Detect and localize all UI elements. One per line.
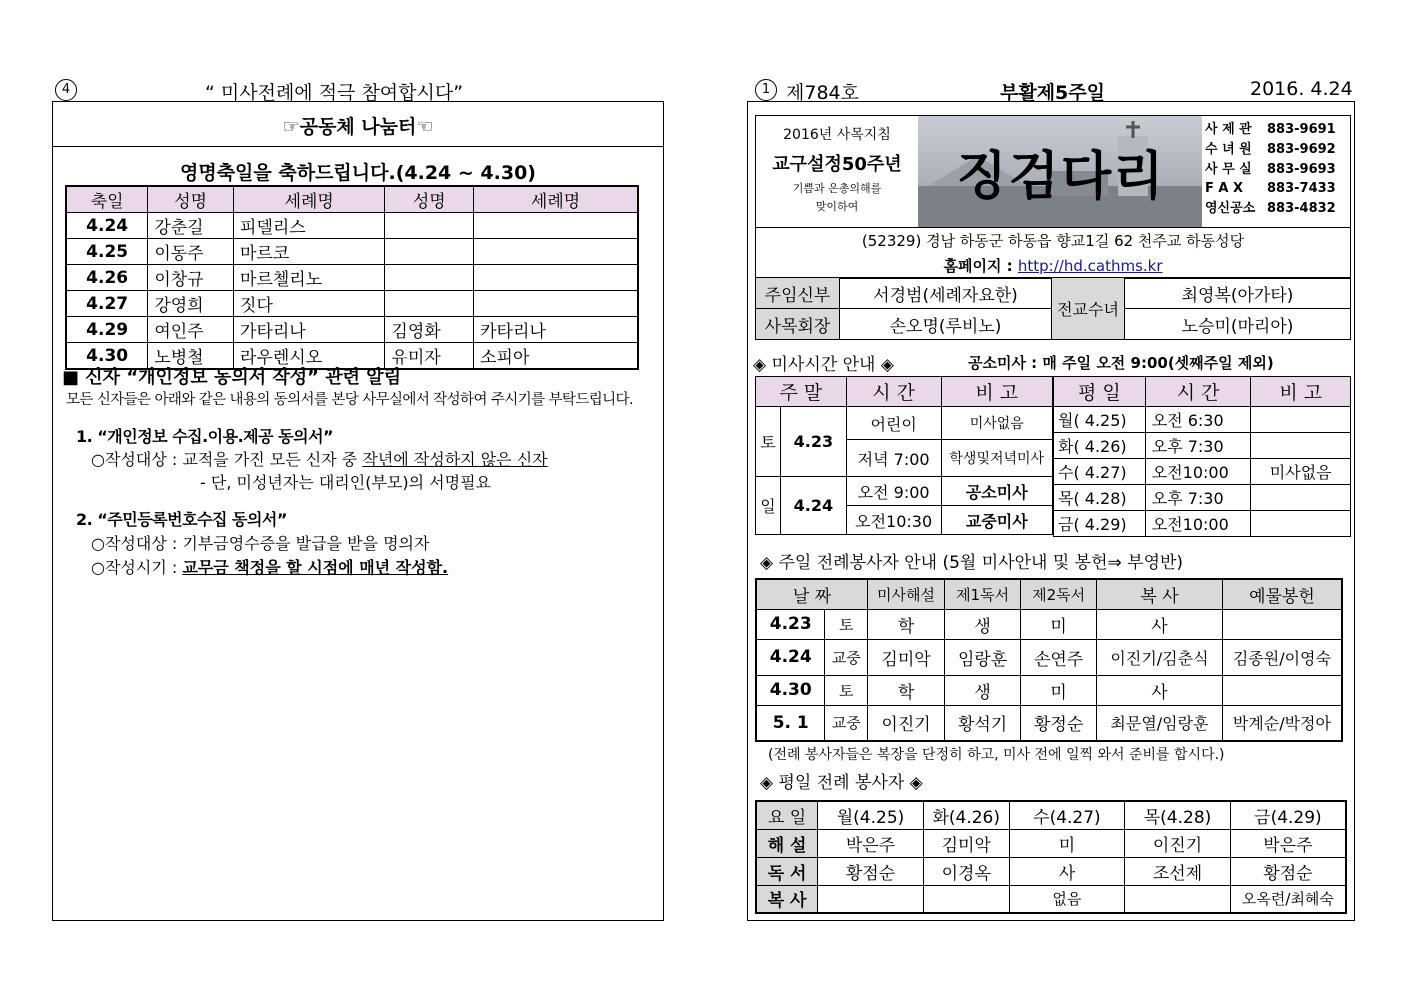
servers-cell: 미 <box>1021 675 1097 705</box>
table-row <box>756 675 1342 705</box>
servers-cell <box>1222 609 1342 639</box>
weekday-note <box>1251 485 1351 511</box>
homepage-label: 홈페이지 : <box>943 257 1018 275</box>
servers-mass: 토 <box>825 609 868 639</box>
feast-baptismal <box>474 265 638 291</box>
feast-date: 4.24 <box>66 213 148 239</box>
feast-baptismal: 가타리나 <box>234 317 385 343</box>
servers-header: 제1독서 <box>945 579 1021 609</box>
weekday-note: 미사없음 <box>1251 459 1351 485</box>
weekday-time: 오전 6:30 <box>1145 407 1251 433</box>
contact-row: 사 무 실 883-9693 <box>1205 161 1336 177</box>
sat-time: 저녁 7:00 <box>846 440 941 477</box>
section-divider <box>52 146 664 147</box>
weekday-header: 비 고 <box>1251 377 1351 407</box>
motto-sub2: 맞이하여 <box>815 200 859 213</box>
feast-name <box>385 239 474 265</box>
weekday-header: 평 일 <box>1054 377 1146 407</box>
masthead-divider <box>755 227 1351 228</box>
table-row <box>1054 459 1351 485</box>
weekday-header: 시 간 <box>1145 377 1251 407</box>
sun-day: 일 <box>756 477 781 535</box>
servers-cell: 임랑훈 <box>945 639 1021 675</box>
table-row <box>756 829 1346 857</box>
left-page-number: 4 <box>55 78 77 101</box>
feast-baptismal: 피델리스 <box>234 213 385 239</box>
table-row <box>756 705 1342 741</box>
sun-time: 오전10:30 <box>846 506 941 535</box>
feast-name <box>385 213 474 239</box>
feast-table <box>65 185 639 370</box>
servers-cell: 김종원/이영숙 <box>1222 639 1342 675</box>
servers-mass: 교중 <box>825 705 868 741</box>
pastor-label: 주임신부 <box>756 278 840 309</box>
weekday-servers-title: ◈ 평일 전례 봉사자 ◈ <box>760 773 923 793</box>
sister-name: 최영복(아가타) <box>1125 278 1351 309</box>
privacy-notice-title: ■ 신자 “개인정보 동의서 작성” 관련 알림 <box>62 367 402 388</box>
notice-item2-time-value: 교무금 책정을 할 시점에 매년 작성함. <box>182 558 449 577</box>
servers-cell: 김미악 <box>868 639 945 675</box>
homepage-link[interactable]: http://hd.cathms.kr <box>1017 257 1163 275</box>
weekend-mass-table <box>755 376 1053 535</box>
sunday-servers-table <box>755 578 1343 742</box>
servers-cell: 학 <box>868 675 945 705</box>
contact-row: 수 녀 원 883-9692 <box>1205 141 1336 157</box>
weekday-servers-header: 월(4.25) <box>818 801 924 829</box>
sat-time: 어린이 <box>846 407 941 440</box>
weekday-mass-table <box>1053 376 1351 537</box>
church-address: (52329) 경남 하동군 하동읍 향교1길 62 천주교 하동성당 <box>861 232 1245 250</box>
weekday-role: 해 설 <box>756 829 818 857</box>
notice-item2-time <box>91 555 448 578</box>
contact-list <box>1205 120 1336 219</box>
weekday-time: 오전10:00 <box>1145 511 1251 537</box>
weekend-header: 주 말 <box>756 377 847 407</box>
table-row <box>66 265 638 291</box>
servers-date: 4.24 <box>756 639 825 675</box>
servers-cell: 황석기 <box>945 705 1021 741</box>
notice-item2-target: ○작성대상 : 기부금영수증을 발급을 받을 명의자 <box>91 534 430 553</box>
servers-header: 제2독서 <box>1021 579 1097 609</box>
motto-sub1: 기쁨과 은총의해를 <box>792 182 882 195</box>
feast-baptismal: 마르코 <box>234 239 385 265</box>
weekend-header: 비 고 <box>941 377 1053 407</box>
weekday-day: 수( 4.27) <box>1054 459 1146 485</box>
sat-day: 토 <box>756 407 781 477</box>
feast-header: 세례명 <box>474 186 638 213</box>
sat-note: 미사없음 <box>941 407 1053 440</box>
weekday-server-cell: 오옥련/최혜숙 <box>1230 885 1346 913</box>
feast-title: 영명축일을 축하드립니다.(4.24 ~ 4.30) <box>179 162 536 184</box>
left-slogan: “ 미사전례에 적극 참여합시다” <box>205 82 464 104</box>
sunday-servers-title: ◈ 주일 전례봉사자 안내 (5월 미사안내 및 봉헌⇒ 부영반) <box>760 553 1184 573</box>
sun-note: 공소미사 <box>941 477 1053 506</box>
weekday-servers-header: 수(4.27) <box>1009 801 1125 829</box>
feast-name: 이창규 <box>148 265 234 291</box>
pastor-name: 서경범(세례자요한) <box>840 278 1052 309</box>
servers-date: 4.30 <box>756 675 825 705</box>
weekday-day: 금( 4.29) <box>1054 511 1146 537</box>
weekday-server-cell: 미 <box>1009 829 1125 857</box>
feast-name <box>385 265 474 291</box>
weekday-role: 복 사 <box>756 885 818 913</box>
feast-date: 4.29 <box>66 317 148 343</box>
servers-cell: 사 <box>1097 675 1223 705</box>
feast-header: 성명 <box>148 186 234 213</box>
weekday-servers-header: 목(4.28) <box>1125 801 1231 829</box>
weekday-server-cell: 박은주 <box>1230 829 1346 857</box>
feast-name: 유미자 <box>385 343 474 370</box>
servers-cell: 학 <box>868 609 945 639</box>
contact-row: F A X 883-7433 <box>1205 181 1336 197</box>
weekday-servers-header: 화(4.26) <box>923 801 1009 829</box>
feast-name: 강영희 <box>148 291 234 317</box>
weekday-note <box>1251 511 1351 537</box>
homepage <box>755 255 1351 276</box>
notice-item1-title: 1. “개인정보 수집.이용.제공 동의서” <box>76 427 334 446</box>
council-label: 사목회장 <box>756 309 840 340</box>
feast-header: 세례명 <box>234 186 385 213</box>
table-row <box>756 885 1346 913</box>
feast-baptismal: 라우렌시오 <box>234 343 385 370</box>
servers-cell: 손연주 <box>1021 639 1097 675</box>
feast-header: 축일 <box>66 186 148 213</box>
notice-item1-target <box>91 447 548 470</box>
feast-baptismal: 카타리나 <box>474 317 638 343</box>
weekday-time: 오전10:00 <box>1145 459 1251 485</box>
table-row <box>1054 433 1351 459</box>
weekday-servers-table <box>755 800 1347 914</box>
feast-name <box>385 291 474 317</box>
mass-times-title: ◈ 미사시간 안내 ◈ <box>753 355 894 375</box>
contact-row: 영신공소 883-4832 <box>1205 201 1336 217</box>
weekday-servers-header: 요 일 <box>756 801 818 829</box>
feast-date: 4.30 <box>66 343 148 370</box>
feast-name: 강춘길 <box>148 213 234 239</box>
sat-date: 4.23 <box>780 407 846 477</box>
feast-baptismal <box>474 213 638 239</box>
sisters-label: 전교수녀 <box>1052 278 1125 340</box>
servers-cell: 생 <box>945 675 1021 705</box>
notice-item2-title: 2. “주민등록번호수집 동의서” <box>76 510 287 529</box>
feast-name: 노병철 <box>148 343 234 370</box>
sister-name: 노승미(마리아) <box>1125 309 1351 340</box>
weekday-server-cell: 사 <box>1009 857 1125 885</box>
servers-cell: 미 <box>1021 609 1097 639</box>
sun-date: 4.24 <box>780 477 846 535</box>
weekday-server-cell <box>1125 885 1231 913</box>
servers-cell: 박계순/박정아 <box>1222 705 1342 741</box>
weekday-day: 화( 4.26) <box>1054 433 1146 459</box>
motto-year: 2016년 사목지침 <box>783 127 891 143</box>
feast-baptismal <box>474 239 638 265</box>
weekday-note <box>1251 433 1351 459</box>
servers-date: 5. 1 <box>756 705 825 741</box>
mission-mass-note: 공소미사 : 매 주일 오전 9:00(셋째주일 제외) <box>968 354 1274 372</box>
table-row <box>66 317 638 343</box>
servers-cell: 이진기 <box>868 705 945 741</box>
motto-box <box>756 116 918 228</box>
servers-cell: 최문열/임랑훈 <box>1097 705 1223 741</box>
table-row <box>756 639 1342 675</box>
bulletin-date: 2016. 4.24 <box>1250 78 1353 100</box>
weekday-server-cell: 없음 <box>1009 885 1125 913</box>
weekday-server-cell <box>818 885 924 913</box>
servers-cell: 생 <box>945 609 1021 639</box>
community-section-title: ☞공동체 나눔터☜ <box>282 116 434 138</box>
weekday-server-cell: 이경옥 <box>923 857 1009 885</box>
servers-header: 복 사 <box>1097 579 1223 609</box>
feast-name: 여인주 <box>148 317 234 343</box>
feast-baptismal: 소피아 <box>474 343 638 370</box>
servers-cell <box>1222 675 1342 705</box>
weekday-day: 월( 4.25) <box>1054 407 1146 433</box>
servers-mass: 교중 <box>825 639 868 675</box>
notice-item1-target-label: ○작성대상 : <box>91 450 183 469</box>
servers-header: 예물봉헌 <box>1222 579 1342 609</box>
weekday-note <box>1251 407 1351 433</box>
notice-item2-time-label: ○작성시기 : <box>91 558 183 577</box>
table-row <box>66 239 638 265</box>
table-row <box>756 857 1346 885</box>
weekday-server-cell: 박은주 <box>818 829 924 857</box>
staff-table <box>755 277 1351 340</box>
servers-header: 미사해설 <box>868 579 945 609</box>
servers-cell: 이진기/김춘식 <box>1097 639 1223 675</box>
contact-row: 사 제 관 883-9691 <box>1205 122 1336 137</box>
weekday-server-cell <box>923 885 1009 913</box>
notice-item1-note: - 단, 미성년자는 대리인(부모)의 서명필요 <box>200 473 491 492</box>
weekday-server-cell: 황점순 <box>818 857 924 885</box>
feast-date: 4.26 <box>66 265 148 291</box>
liturgical-week: 부활제5주일 <box>1000 82 1105 104</box>
feast-header: 성명 <box>385 186 474 213</box>
sun-note: 교중미사 <box>941 506 1053 535</box>
table-row <box>66 291 638 317</box>
weekday-time: 오후 7:30 <box>1145 433 1251 459</box>
motto-main: 교구설정50주년 <box>772 154 902 175</box>
right-page-number: 1 <box>755 78 777 101</box>
privacy-notice-intro: 모든 신자들은 아래와 같은 내용의 동의서를 본당 사무실에서 작성하여 주시기를 부탁드립니다. <box>66 392 633 408</box>
weekday-time: 오후 7:30 <box>1145 485 1251 511</box>
servers-header: 날 짜 <box>756 579 868 609</box>
notice-item1-target-a: 교적을 가진 모든 신자 중 <box>182 450 363 469</box>
weekday-day: 목( 4.28) <box>1054 485 1146 511</box>
feast-baptismal: 마르첼리노 <box>234 265 385 291</box>
feast-date: 4.27 <box>66 291 148 317</box>
weekday-server-cell: 김미악 <box>923 829 1009 857</box>
servers-mass: 토 <box>825 675 868 705</box>
weekday-server-cell: 조선제 <box>1125 857 1231 885</box>
table-row <box>1054 485 1351 511</box>
sun-time: 오전 9:00 <box>846 477 941 506</box>
feast-baptismal <box>474 291 638 317</box>
weekday-role: 독 서 <box>756 857 818 885</box>
weekend-header: 시 간 <box>846 377 941 407</box>
feast-name: 김영화 <box>385 317 474 343</box>
weekday-server-cell: 이진기 <box>1125 829 1231 857</box>
council-name: 손오명(루비노) <box>840 309 1052 340</box>
table-row <box>66 213 638 239</box>
feast-date: 4.25 <box>66 239 148 265</box>
notice-item1-target-b: 작년에 작성하지 않은 신자 <box>362 450 548 469</box>
weekday-servers-header: 금(4.29) <box>1230 801 1346 829</box>
sat-note: 학생및저녁미사 <box>941 440 1053 477</box>
servers-date: 4.23 <box>756 609 825 639</box>
table-row <box>756 609 1342 639</box>
weekday-server-cell: 황점순 <box>1230 857 1346 885</box>
table-row <box>1054 511 1351 537</box>
issue-number: 제784호 <box>786 82 859 104</box>
table-row <box>1054 407 1351 433</box>
servers-cell: 사 <box>1097 609 1223 639</box>
bulletin-title: 징검다리 <box>956 146 1166 207</box>
feast-baptismal: 짓다 <box>234 291 385 317</box>
servers-cell: 황정순 <box>1021 705 1097 741</box>
feast-name: 이동주 <box>148 239 234 265</box>
servers-footnote: (전례 봉사자들은 복장을 단정히 하고, 미사 전에 일찍 와서 준비를 합시다.) <box>768 747 1225 763</box>
